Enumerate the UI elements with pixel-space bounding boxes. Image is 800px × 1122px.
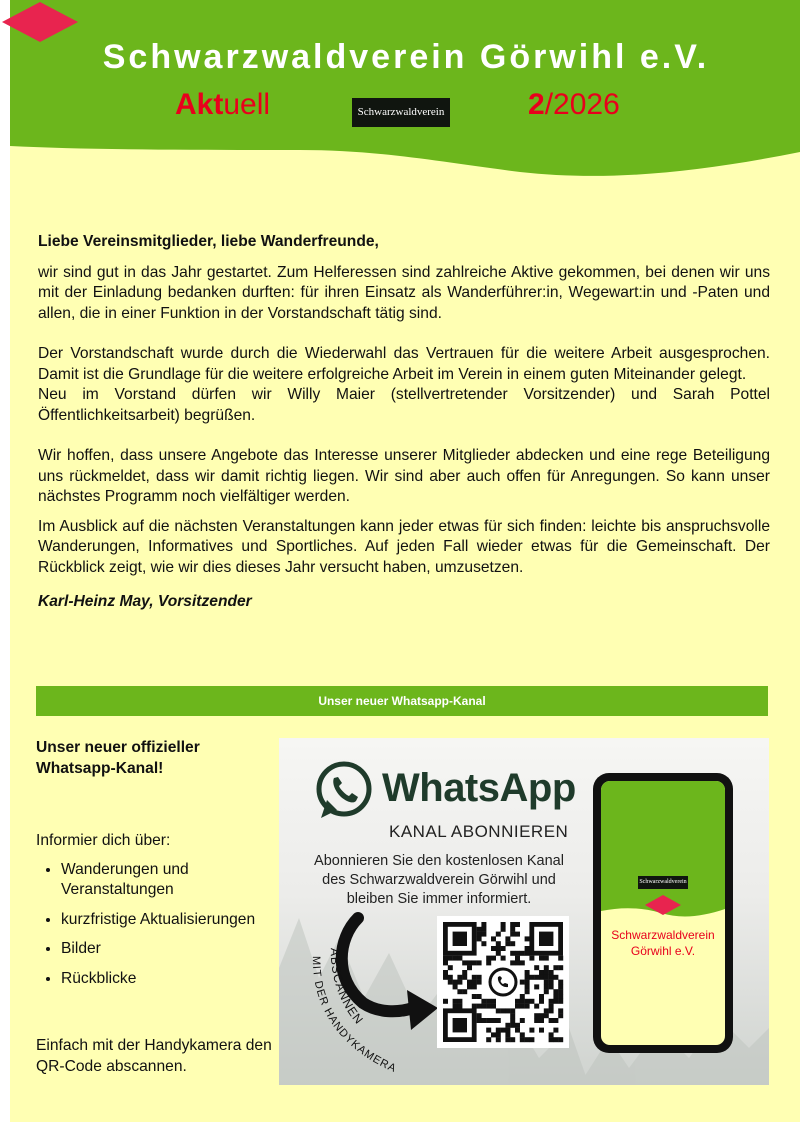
- list-item: • Wanderungen und Veranstaltungen: [61, 860, 276, 901]
- phone-screen-wave: [601, 781, 725, 1045]
- promo-description: Abonnieren Sie den kostenlosen Kanal des Schwarzwaldverein Görwihl und bleiben Sie immer informiert.: [314, 853, 564, 907]
- header-banner: [0, 0, 800, 200]
- list-item: • kurzfristige Aktualisierungen: [61, 910, 276, 931]
- list-item: • Bilder: [61, 939, 276, 960]
- phone-logo: Schwarzwaldverein: [638, 876, 688, 889]
- letter-signature: Karl-Heinz May, Vorsitzender: [38, 593, 252, 610]
- letter-paragraph: Der Vorstandschaft wurde durch die Wiederwahl das Vertrauen für die weitere Arbeit ausgesprochen. Damit ist die Grundlage für die weitere erfolgreiche Arbeit im Verein in einem guten Miteinander gelegt.: [38, 345, 770, 383]
- editorial-letter: [38, 232, 770, 613]
- newsletter-title: Schwarzwaldverein Görwihl e.V.: [102, 38, 710, 76]
- red-diamond-icon: [0, 0, 80, 44]
- letter-paragraph: Wir hoffen, dass unsere Angebote das Interesse unserer Mitglieder abdecken und eine rege Beteiligung uns rückmeldet, dass wir damit richtig liegen. Wir sind aber auch offen für Anregungen. So kann unser nächstes Programm noch vielfältiger werden.: [38, 447, 770, 505]
- whatsapp-wordmark: WhatsApp: [382, 766, 576, 810]
- phone-mockup: [593, 773, 733, 1053]
- topic-list: [36, 860, 276, 990]
- issue-number: 2/2026: [528, 88, 620, 121]
- letter-paragraph: Neu im Vorstand dürfen wir Willy Maier (stellvertretender Vorsitzender) und Sarah Pottel Öffentlichkeitsarbeit) begrüßen.: [38, 386, 770, 424]
- phone-screen: [601, 781, 725, 1045]
- whatsapp-info-column: [36, 738, 276, 1077]
- whatsapp-intro: Informier dich über:: [36, 832, 171, 849]
- letter-greeting: Liebe Vereinsmitglieder, liebe Wanderfreunde,: [38, 233, 379, 250]
- letter-paragraph: Im Ausblick auf die nächsten Veranstaltungen kann jeder etwas für sich finden: leichte bis anspruchsvolle Wanderungen, Informatives und Sportliches. Auf jeden Fall wieder etwas für die Gemeinschaft. Der Rückblick zeigt, wie wir dies dieses Jahr versucht haben, umzusetzen.: [38, 517, 770, 576]
- schwarzwaldverein-logo: Schwarzwaldverein: [352, 98, 450, 127]
- whatsapp-outro: Einfach mit der Handykamera den QR-Code abscannen.: [36, 1037, 272, 1075]
- whatsapp-promo-image: [279, 738, 769, 1085]
- whatsapp-heading: Unser neuer offizieller Whatsapp-Kanal!: [36, 739, 200, 777]
- aktuell-label: Aktuell: [175, 88, 271, 121]
- letter-paragraph: wir sind gut in das Jahr gestartet. Zum Helferessen sind zahlreiche Aktive gekommen, bei denen wir uns mit der Einladung bedanken durften: für ihren Einsatz als Wanderführer:in, Wegewart:in und -Paten und allen, die in einer Funktion in der Vorstandschaft tätig sind.: [38, 263, 770, 322]
- svg-text:ABSCANNEN: ABSCANNEN: [327, 948, 367, 1028]
- scan-hint-curved-text: [289, 918, 449, 1085]
- list-item: • Rückblicke: [61, 969, 276, 990]
- promo-subtitle: KANAL ABONNIEREN: [389, 822, 569, 841]
- svg-text:MIT DER HANDYKAMERA: MIT DER HANDYKAMERA: [309, 955, 399, 1076]
- qr-code[interactable]: [437, 916, 569, 1048]
- whatsapp-icon: [313, 760, 375, 822]
- whatsapp-section-band: Unser neuer Whatsapp-Kanal: [36, 686, 768, 716]
- phone-club-name: Schwarzwaldverein Görwihl e.V.: [611, 928, 715, 958]
